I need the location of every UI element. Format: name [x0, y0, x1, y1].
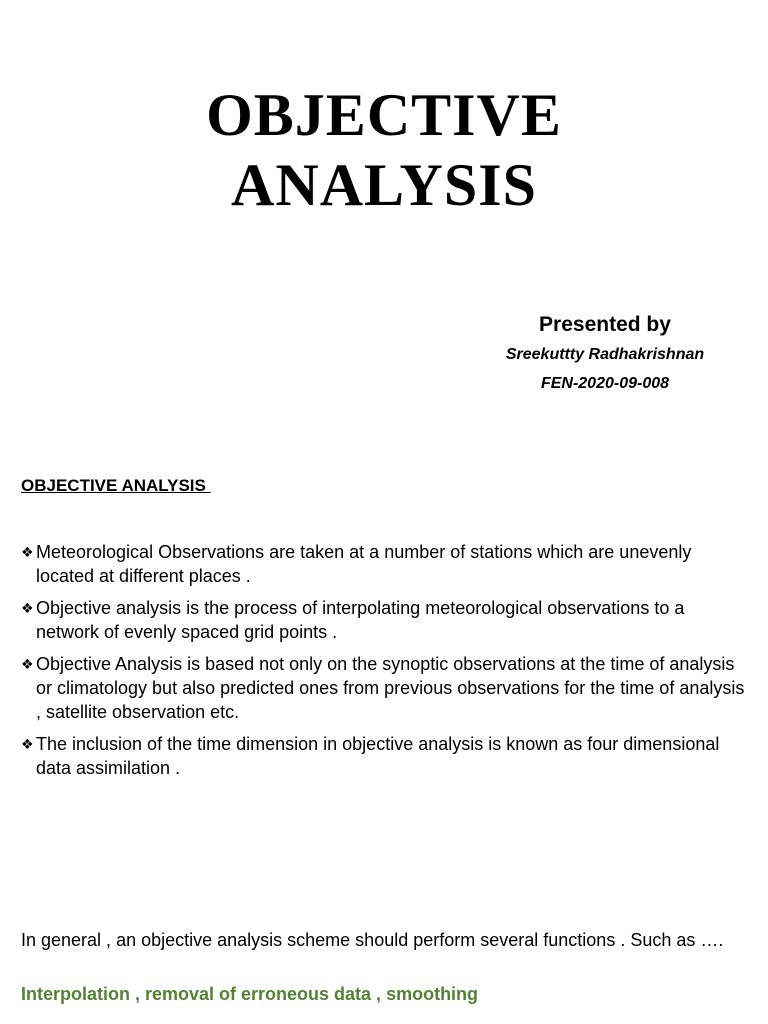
bullet-list: [21, 540, 751, 788]
diamond-bullet-icon: ❖: [21, 736, 34, 752]
list-item-text: Objective Analysis is based not only on the synoptic observations at the time of analysis or climatology but also predicted ones from previous observations for the time of analysis , satellite observation etc.: [36, 654, 745, 722]
presenter-name: Sreekuttty Radhakrishnan: [505, 346, 705, 363]
title-line-2: ANALYSIS: [231, 152, 537, 218]
list-item: [21, 540, 751, 588]
presented-by-label: Presented by: [539, 313, 671, 336]
functions-line: Interpolation , removal of erroneous data , smoothing: [21, 984, 479, 1004]
general-paragraph: In general , an objective analysis scheme should perform several functions . Such as ….: [21, 930, 724, 950]
list-item: [21, 596, 751, 644]
list-item-text: Objective analysis is the process of interpolating meteorological observations to a network of evenly spaced grid points .: [36, 598, 685, 642]
list-item-text: Meteorological Observations are taken at a number of stations which are unevenly located at different places .: [36, 542, 692, 586]
diamond-bullet-icon: ❖: [21, 544, 34, 560]
list-item: [21, 732, 751, 780]
presenter-id: FEN-2020-09-008: [540, 375, 670, 392]
diamond-bullet-icon: ❖: [21, 600, 34, 616]
list-item: [21, 652, 751, 724]
page-title: [0, 80, 768, 220]
section-heading: OBJECTIVE ANALYSIS: [21, 476, 211, 495]
diamond-bullet-icon: ❖: [21, 656, 34, 672]
title-line-1: OBJECTIVE: [206, 82, 562, 148]
list-item-text: The inclusion of the time dimension in objective analysis is known as four dimensional data assimilation .: [36, 734, 720, 778]
presenter-block: [480, 310, 730, 398]
